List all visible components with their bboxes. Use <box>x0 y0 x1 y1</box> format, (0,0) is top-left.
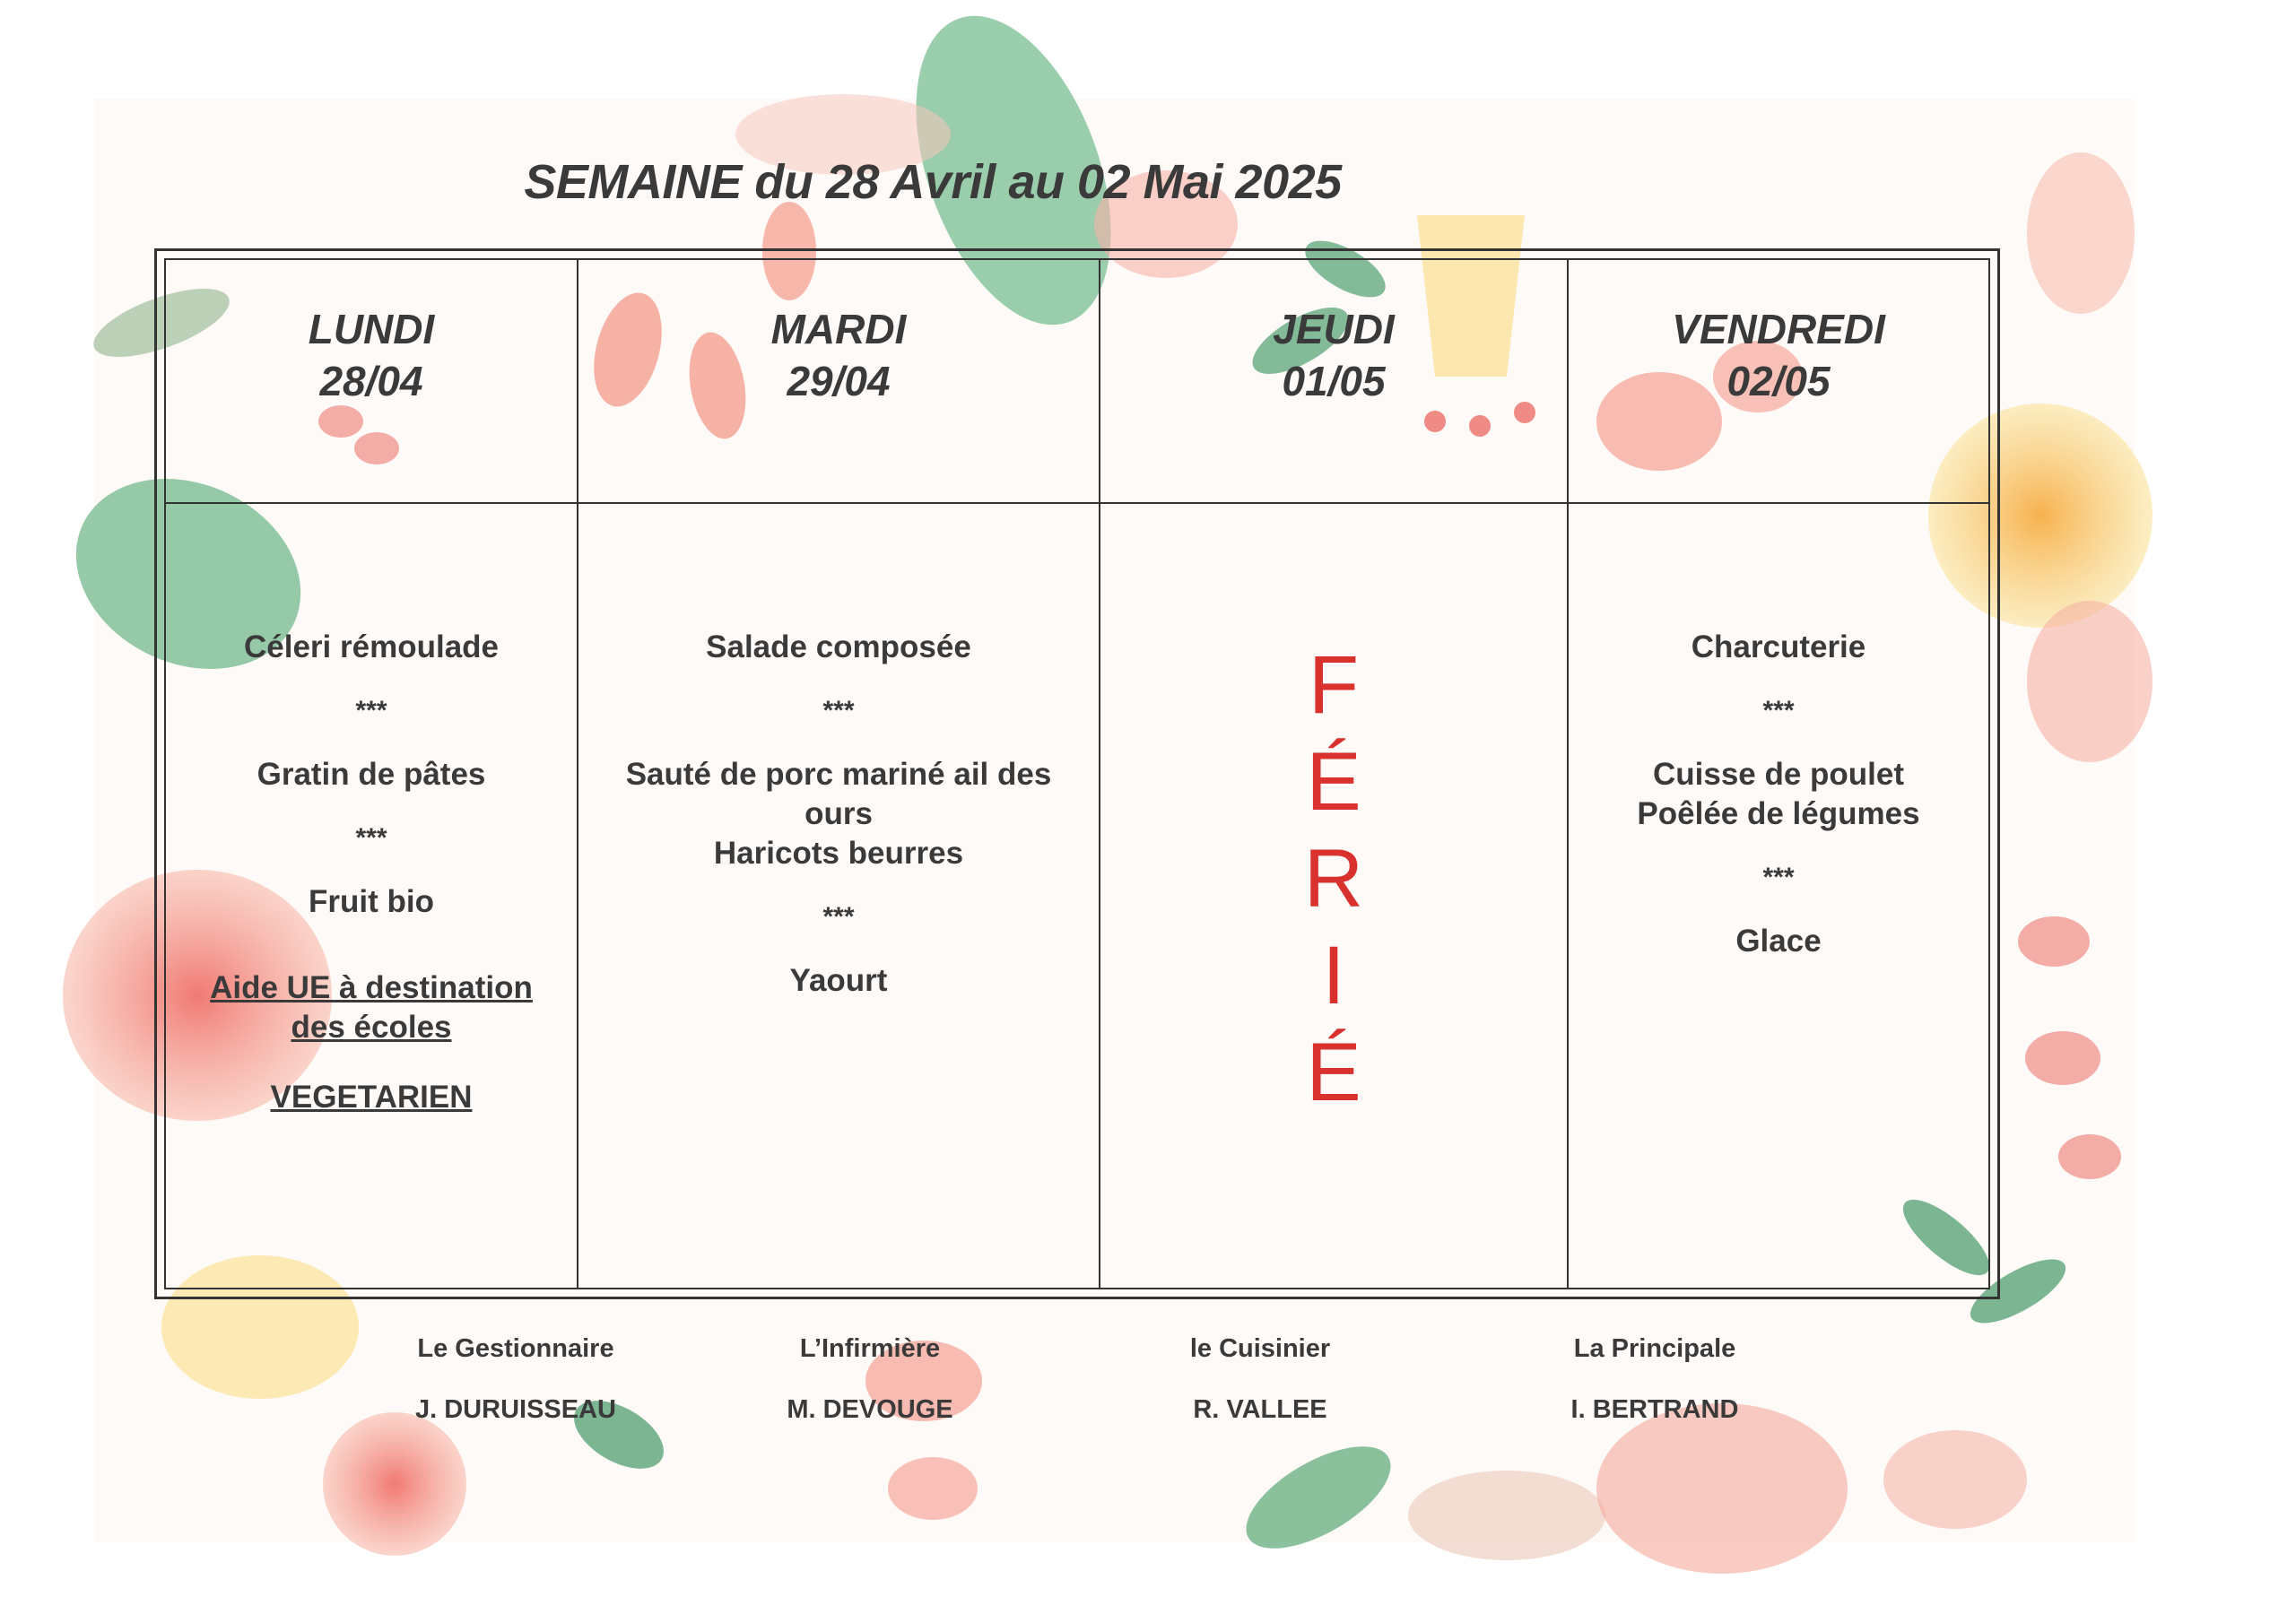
menu-jeudi <box>1100 504 1569 1288</box>
header-jeudi <box>1100 260 1569 502</box>
signature-role: L’Infirmière <box>799 1334 941 1363</box>
side-dish: Haricots beurres <box>713 836 964 871</box>
side-dish: Poêlée de légumes <box>1637 796 1920 831</box>
menu-body-row <box>166 504 1988 1288</box>
signatures <box>0 1334 2296 1451</box>
day-date: 28/04 <box>319 358 423 404</box>
signature-name: J. DURUISSEAU <box>415 1395 616 1424</box>
day-name: JEUDI <box>1273 306 1395 352</box>
separator: *** <box>1762 863 1795 892</box>
eu-aid-note-line1: Aide UE à destination <box>210 970 533 1005</box>
signature-role: La Principale <box>1573 1334 1736 1363</box>
signature-name: R. VALLEE <box>1193 1395 1327 1424</box>
holiday-letter: F <box>1308 639 1360 731</box>
dessert: Yaourt <box>789 963 888 998</box>
menu-lundi <box>166 504 578 1288</box>
header-vendredi <box>1569 260 1988 502</box>
holiday-letter: É <box>1306 1027 1361 1118</box>
header-lundi <box>166 260 578 502</box>
separator: *** <box>355 823 387 853</box>
menu-vendredi <box>1569 504 1988 1288</box>
dessert: Fruit bio <box>309 884 434 919</box>
signature-name: I. BERTRAND <box>1570 1395 1739 1424</box>
header-mardi <box>578 260 1100 502</box>
separator: *** <box>355 696 387 725</box>
holiday-label <box>1100 637 1567 1121</box>
day-name: MARDI <box>770 306 907 352</box>
menu-table <box>154 248 2000 1299</box>
eu-aid-note-line2: des écoles <box>291 1010 452 1045</box>
holiday-letter: É <box>1306 736 1361 828</box>
signature-infirmiere <box>735 1334 1004 1425</box>
day-date: 29/04 <box>787 358 891 404</box>
day-date: 02/05 <box>1726 358 1831 404</box>
menu-mardi <box>578 504 1100 1288</box>
signature-cuisinier <box>1126 1334 1395 1425</box>
separator: *** <box>1762 696 1795 725</box>
main-dish: Gratin de pâtes <box>257 757 486 792</box>
day-name: LUNDI <box>308 306 435 352</box>
signature-name: M. DEVOUGE <box>787 1395 953 1424</box>
holiday-letter: I <box>1322 930 1345 1021</box>
day-header-row <box>166 260 1988 504</box>
signature-principale <box>1520 1334 1789 1425</box>
main-dish-line2: ours <box>804 796 873 831</box>
starter: Charcuterie <box>1691 629 1866 664</box>
dessert: Glace <box>1735 924 1822 959</box>
signature-role: Le Gestionnaire <box>417 1334 614 1363</box>
main-dish-line1: Sauté de porc mariné ail des <box>625 757 1052 792</box>
starter: Céleri rémoulade <box>244 629 499 664</box>
day-date: 01/05 <box>1282 358 1386 404</box>
day-name: VENDREDI <box>1672 306 1885 352</box>
separator: *** <box>822 902 855 932</box>
starter: Salade composée <box>706 629 971 664</box>
signature-gestionnaire <box>381 1334 650 1425</box>
separator: *** <box>822 696 855 725</box>
holiday-letter: R <box>1303 833 1364 924</box>
vegetarian-label: VEGETARIEN <box>270 1080 473 1115</box>
main-dish: Cuisse de poulet <box>1652 757 1905 792</box>
menu-title: SEMAINE du 28 Avril au 02 Mai 2025 <box>524 155 1342 209</box>
signature-role: le Cuisinier <box>1189 1334 1331 1363</box>
